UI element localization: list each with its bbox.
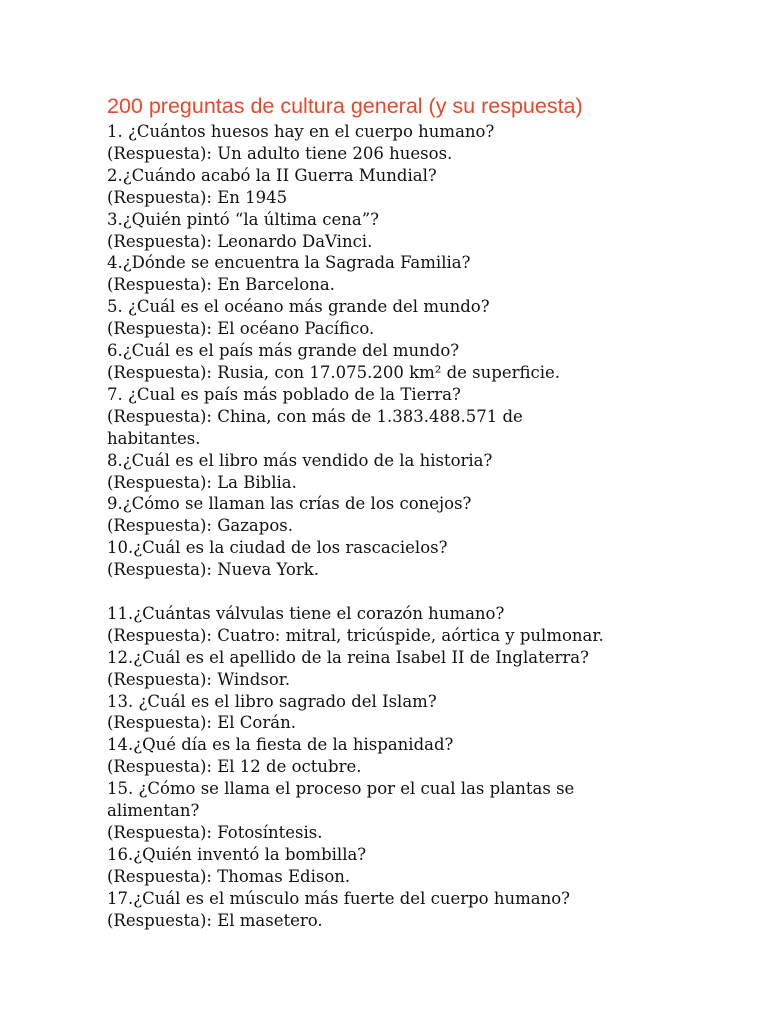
question-2: 2.¿Cuándo acabó la II Guerra Mundial? — [107, 165, 437, 185]
qa-list — [107, 121, 747, 932]
answer-8: (Respuesta): La Biblia. — [107, 472, 297, 492]
document-title: 200 preguntas de cultura general (y su respuesta) — [107, 94, 583, 118]
question-5: 5. ¿Cuál es el océano más grande del mundo? — [107, 297, 490, 317]
question-15: 15. ¿Cómo se llama el proceso por el cual las plantas se — [107, 779, 575, 799]
question-10: 10.¿Cuál es la ciudad de los rascacielos? — [107, 538, 448, 558]
answer-5: (Respuesta): El océano Pacífico. — [107, 319, 375, 339]
question-4: 4.¿Dónde se encuentra la Sagrada Familia? — [107, 253, 471, 273]
question-6: 6.¿Cuál es el país más grande del mundo? — [107, 341, 460, 361]
document-page — [107, 92, 747, 932]
question-15-continued: alimentan? — [107, 801, 200, 821]
answer-2: (Respuesta): En 1945 — [107, 187, 288, 207]
question-12: 12.¿Cuál es el apellido de la reina Isabel II de Inglaterra? — [107, 647, 589, 667]
question-9: 9.¿Cómo se llaman las crías de los conejos? — [107, 494, 472, 514]
question-7: 7. ¿Cual es país más poblado de la Tierra? — [107, 384, 461, 404]
paragraph-gap — [107, 581, 747, 603]
answer-17: (Respuesta): El masetero. — [107, 910, 323, 930]
question-3: 3.¿Quién pintó “la última cena”? — [107, 209, 380, 229]
answer-7-continued: habitantes. — [107, 428, 201, 448]
answer-4: (Respuesta): En Barcelona. — [107, 275, 335, 295]
question-17: 17.¿Cuál es el músculo más fuerte del cuerpo humano? — [107, 888, 570, 908]
answer-11: (Respuesta): Cuatro: mitral, tricúspide, aórtica y pulmonar. — [107, 625, 604, 645]
question-11: 11.¿Cuántas válvulas tiene el corazón humano? — [107, 603, 505, 623]
answer-16: (Respuesta): Thomas Edison. — [107, 866, 351, 886]
answer-7: (Respuesta): China, con más de 1.383.488.571 de — [107, 406, 523, 426]
question-8: 8.¿Cuál es el libro más vendido de la historia? — [107, 450, 493, 470]
answer-1: (Respuesta): Un adulto tiene 206 huesos. — [107, 143, 453, 163]
answer-6: (Respuesta): Rusia, con 17.075.200 km² de superficie. — [107, 362, 561, 382]
answer-9: (Respuesta): Gazapos. — [107, 516, 293, 536]
answer-12: (Respuesta): Windsor. — [107, 669, 291, 689]
answer-13: (Respuesta): El Corán. — [107, 713, 296, 733]
question-16: 16.¿Quién inventó la bombilla? — [107, 844, 367, 864]
question-14: 14.¿Qué día es la fiesta de la hispanidad? — [107, 735, 454, 755]
answer-14: (Respuesta): El 12 de octubre. — [107, 757, 362, 777]
answer-15: (Respuesta): Fotosíntesis. — [107, 822, 323, 842]
question-13: 13. ¿Cuál es el libro sagrado del Islam? — [107, 691, 437, 711]
question-1: 1. ¿Cuántos huesos hay en el cuerpo humano? — [107, 122, 495, 141]
answer-3: (Respuesta): Leonardo DaVinci. — [107, 231, 373, 251]
answer-10: (Respuesta): Nueva York. — [107, 560, 319, 580]
